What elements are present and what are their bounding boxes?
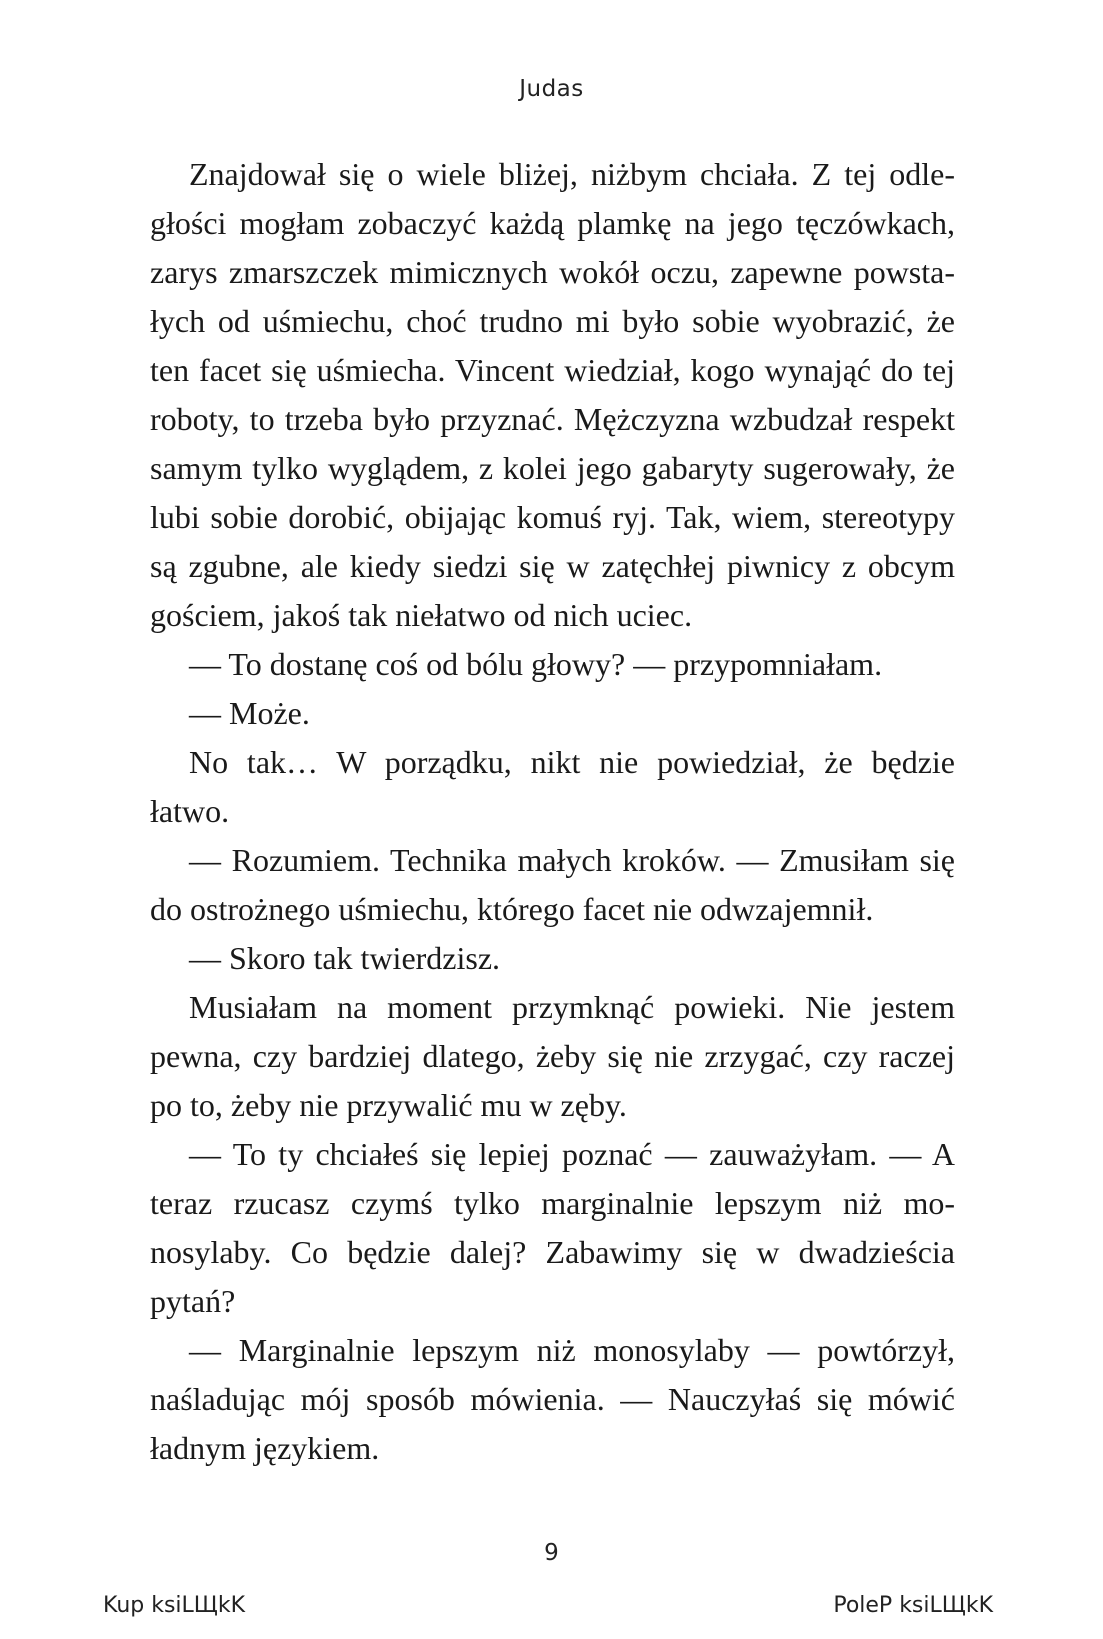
buy-book-link[interactable]: Kup ksiLЩkK: [103, 1593, 246, 1618]
paragraph: Musiałam na moment przymknąć powieki. Nie jestem pewna, czy bardziej dlatego, żeby się nie zrzygać, czy raczej po to, żeby nie przywalić mu w zęby.: [150, 989, 955, 1123]
recommend-book-link[interactable]: PoleP ksiLЩkK: [833, 1593, 993, 1618]
page-number: 9: [544, 1540, 559, 1566]
dialogue-line: — Marginalnie lepszym niż monosylaby — powtórzył, naśladując mój sposób mówienia. — Nauczyłaś się mówić ładnym językiem.: [150, 1332, 955, 1466]
dialogue-line: — Może.: [189, 695, 310, 731]
dialogue-line: — Skoro tak twierdzisz.: [189, 940, 501, 976]
dialogue-line: — To ty chciałeś się lepiej poznać — zauważyłam. — A teraz rzucasz czymś tylko marginalnie lepszym niż monosylaby. Co będzie dalej? Zabawimy się w dwadzieścia pytań?: [150, 1136, 955, 1319]
body-text: [150, 150, 955, 1473]
dialogue-line: — To dostanę coś od bólu głowy? — przypomniałam.: [189, 646, 883, 682]
running-head: Judas: [519, 76, 584, 102]
paragraph: Znajdował się o wiele bliżej, niżbym chciała. Z tej odległości mogłam zobaczyć każdą plamkę na jego tęczówkach, zarys zmarszczek mimicznych wokół oczu, zapewne powstałych od uśmiechu, choć trudno mi było sobie wyobrazić, że ten facet się uśmiecha. Vincent wiedział, kogo wynająć do tej roboty, to trzeba było przyznać. Mężczyzna wzbudzał respekt samym tylko wyglądem, z kolei jego gabaryty sugerowały, że lubi sobie dorobić, obijając komuś ryj. Tak, wiem, stereotypy są zgubne, ale kiedy siedzi się w zatęchłej piwnicy z obcym gościem, jakoś tak niełatwo od nich uciec.: [150, 156, 955, 633]
dialogue-line: — Rozumiem. Technika małych kroków. — Zmusiłam się do ostrożnego uśmiechu, którego facet nie odwzajemnił.: [150, 842, 955, 927]
paragraph: No tak… W porządku, nikt nie powiedział, że będzie łatwo.: [150, 744, 955, 829]
